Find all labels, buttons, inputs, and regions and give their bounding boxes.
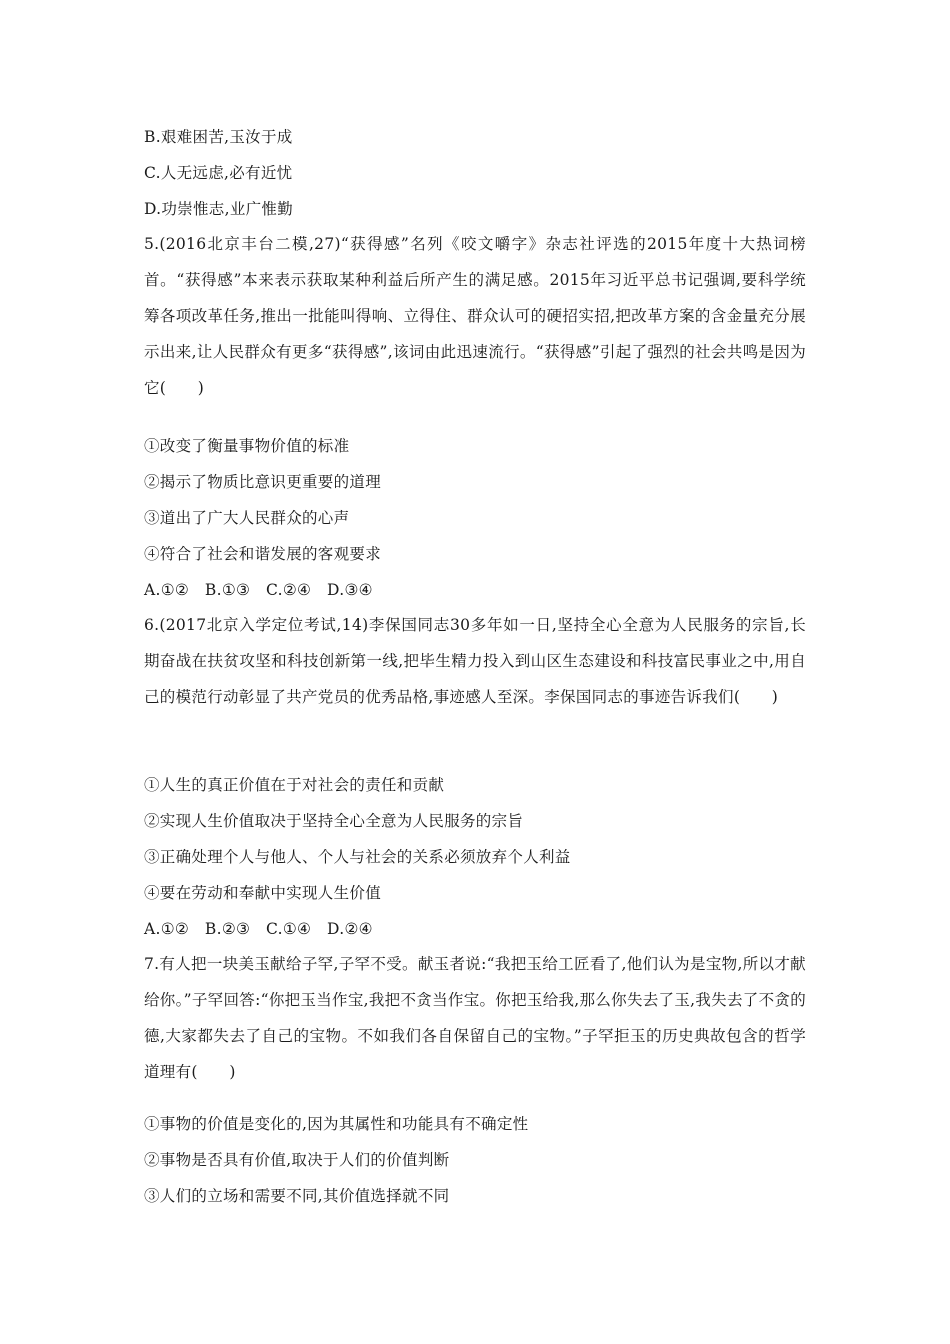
question-5-choices: A.①② B.①③ C.②④ D.③④ [144, 581, 373, 599]
question-6-item-3: ③正确处理个人与他人、个人与社会的关系必须放弃个人利益 [144, 848, 571, 866]
question-6-stem: 6.(2017北京入学定位考试,14)李保国同志30多年如一日,坚持全心全意为人民服务的宗旨,长期奋战在扶贫攻坚和科技创新第一线,把毕生精力投入到山区生态建设和科技富民事业之中,用自己的模范行动彰显了共产党员的优秀品格,事迹感人至深。李保国同志的事迹告诉我们( ) [144, 616, 806, 706]
question-6-item-1: ①人生的真正价值在于对社会的责任和贡献 [144, 776, 445, 794]
question-5-stem: 5.(2016北京丰台二模,27)“获得感”名列《咬文嚼字》杂志社评选的2015年度十大热词榜首。“获得感”本来表示获取某种利益后所产生的满足感。2015年习近平总书记强调,要科学统筹各项改革任务,推出一批能叫得响、立得住、群众认可的硬招实招,把改革方案的含金量充分展示出来,让人民群众有更多“获得感”,该词由此迅速流行。“获得感”引起了强烈的社会共鸣是因为它( ) [144, 235, 806, 397]
question-7-stem: 7.有人把一块美玉献给子罕,子罕不受。献玉者说:“我把玉给工匠看了,他们认为是宝物,所以才献给你。”子罕回答:“你把玉当作宝,我把不贪当作宝。你把玉给我,那么你失去了玉,我失去了不贪的德,大家都失去了自己的宝物。不如我们各自保留自己的宝物。”子罕拒玉的历史典故包含的哲学道理有( ) [144, 955, 806, 1081]
question-6-choices: A.①② B.②③ C.①④ D.②④ [144, 920, 373, 938]
question-7-item-1: ①事物的价值是变化的,因为其属性和功能具有不确定性 [144, 1115, 529, 1133]
question-5-item-1: ①改变了衡量事物价值的标准 [144, 437, 350, 455]
question-5-item-2: ②揭示了物质比意识更重要的道理 [144, 473, 382, 491]
option-d: D.功崇惟志,业广惟勤 [144, 200, 294, 218]
question-7-item-3: ③人们的立场和需要不同,其价值选择就不同 [144, 1187, 450, 1205]
question-6-item-4: ④要在劳动和奉献中实现人生价值 [144, 884, 382, 902]
question-7-item-2: ②事物是否具有价值,取决于人们的价值判断 [144, 1151, 450, 1169]
option-b: B.艰难困苦,玉汝于成 [144, 128, 293, 146]
question-5-item-4: ④符合了社会和谐发展的客观要求 [144, 545, 382, 563]
option-c: C.人无远虑,必有近忧 [144, 164, 293, 182]
question-5-item-3: ③道出了广大人民群众的心声 [144, 509, 350, 527]
question-6-item-2: ②实现人生价值取决于坚持全心全意为人民服务的宗旨 [144, 812, 524, 830]
